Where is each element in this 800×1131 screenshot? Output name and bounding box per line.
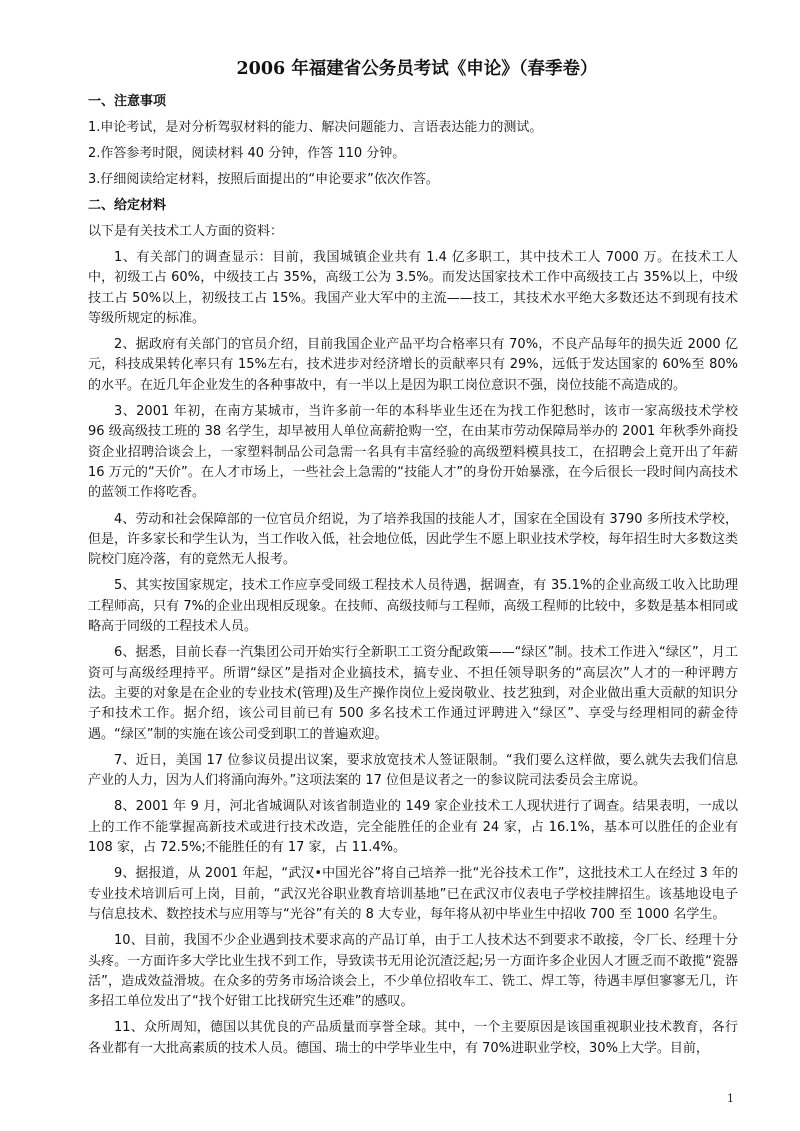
material-paragraph: 7、近日，美国 17 位参议员提出议案，要求放宽技术人签证限制。“我们要么这样做，要么就失去我们信息产业的人力，因为人们将涌向海外。”这项法案的 17 位但是议者之一的参议院司法委员会主席说。	[88, 752, 738, 789]
note-item: 2.作答参考时限，阅读材料 40 分钟，作答 110 分钟。	[88, 146, 406, 161]
material-paragraph: 8、2001 年 9 月，河北省城调队对该省制造业的 149 家企业技术工人现状进行了调查。结果表明，一成以上的工作不能掌握高新技术或进行技术改造，完全能胜任的企业有 24 家，占 16.1%，基本可以胜任的企业有 108 家，占 72.5%;不能胜任的有 17 家，占 11.4%。	[88, 799, 738, 856]
material-paragraph: 5、其实按国家规定，技术工作应享受同级工程技术人员待遇，据调查，有 35.1%的企业高级工收入比助理工程师高，只有 7%的企业出现相反现象。在技师、高级技师与工程师，高级工程师的比较中，多数是基本相同或略高于同级的工程技术人员。	[88, 578, 738, 635]
material-paragraph: 4、劳动和社会保障部的一位官员介绍说，为了培养我国的技能人才，国家在全国设有 3790 多所技术学校，但是，许多家长和学生认为，当工作收入低，社会地位低，因此学生不愿上职业技术学校，每年招生时大多数这类院校门庭冷落，有的竟然无人报考。	[88, 511, 739, 568]
note-item: 1.申论考试，是对分析驾驭材料的能力、解决问题能力、言语表达能力的测试。	[88, 120, 543, 135]
page-number: 1	[727, 1092, 734, 1105]
note-item: 3.仔细阅读给定材料，按照后面提出的“申论要求”依次作答。	[88, 172, 439, 187]
material-paragraph: 1、有关部门的调查显示：目前，我国城镇企业共有 1.4 亿多职工，其中技术工人 7000 万。在技术工人中，初级工占 60%，中级技工占 35%，高级工公为 3.5%。而发达国家技术工作中高级技工占 35%以上，中级技工占 50%以上，初级技工占 15%。我国产业大军中的主流——技工，其技术水平绝大多数还达不到现有技术等级所规定的标准。	[88, 250, 738, 326]
material-paragraph: 2、据政府有关部门的官员介绍，目前我国企业产品平均合格率只有 70%，不良产品每年的损失近 2000 亿元，科技成果转化率只有 15%左右，技术进步对经济增长的贡献率只有 29%，远低于发达国家的 60%至 80%的水平。在近几年企业发生的各种事故中，有一半以上是因为职工岗位意识不强，岗位技能不高造成的。	[88, 337, 738, 393]
materials-intro: 以下是有关技术工人方面的资料：	[88, 224, 284, 239]
material-paragraph: 10、目前，我国不少企业遇到技术要求高的产品订单，由于工人技术达不到要求不敢接，令厂长、经理十分头疼。一方面许多大学比业生找不到工作，导致读书无用论沉渣泛起;另一方面许多企业因人才匮乏而不敢揽“瓷器活”，造成效益滑坡。在众多的劳务市场洽谈会上，不少单位招收车工、铣工、焊工等，待遇丰厚但寥寥无几，许多招工单位发出了“找个好钳工比找研究生还难”的感叹。	[88, 933, 738, 1010]
material-paragraph: 11、众所周知，德国以其优良的产品质量而享誉全球。其中，一个主要原因是该国重视职业技术教育，各行各业都有一大批高素质的技术人员。德国、瑞士的中学毕业生中，有 70%进职业学校，30%上大学。目前，	[88, 1020, 738, 1056]
material-paragraph: 9、据报道，从 2001 年起，“武汉•中国光谷”将自己培养一批“光谷技术工作”，这批技术工人在经过 3 年的专业技术培训后可上岗，目前，“武汉光谷职业教育培训基地”已在武汉市仪表电子学校挂牌招生。该基地设电子与信息技术、数控技术与应用等与“光谷”有关的 8 大专业，每年将从初中毕业生中招收 700 至 1000 名学生。	[88, 866, 738, 922]
section-heading-notes: 一、注意事项	[88, 94, 167, 109]
document-title: 2006 年福建省公务员考试《申论》（春季卷）	[236, 59, 598, 79]
section-heading-materials: 二、给定材料	[88, 198, 167, 213]
material-paragraph: 3、2001 年初，在南方某城市，当许多前一年的本科毕业生还在为找工作犯愁时，该市一家高级技术学校 96 级高级技工班的 38 名学生，却早被用人单位高薪抢购一空，在由某市劳动保障局举办的 2001 年秋季外商投资企业招聘洽谈会上，一家塑料制品公司急需一名具有丰富经验的高级塑料模具技工，在招聘会上竟开出了年薪 16 万元的“天价”。在人才市场上，一些社会上急需的“技能人才”的身份开始暴涨，在今后很长一段时间内高技术的蓝领工作将吃香。	[88, 404, 738, 501]
material-paragraph: 6、据悉，目前长春一汽集团公司开始实行全新职工工资分配政策——“绿区”制。技术工作进入“绿区”，月工资可与高级经理持平。所谓“绿区”是指对企业搞技术，搞专业、不担任领导职务的“高层次”人才的一种评聘方法。主要的对象是在企业的专业技术(管理)及生产操作岗位上爱岗敬业、技艺独到，对企业做出重大贡献的知识分子和技术工作。据介绍，该公司目前已有 500 多名技术工作通过评聘进入“绿区”、享受与经理相同的薪金待遇。“绿区”制的实施在该公司受到职工的普遍欢迎。	[88, 645, 738, 742]
